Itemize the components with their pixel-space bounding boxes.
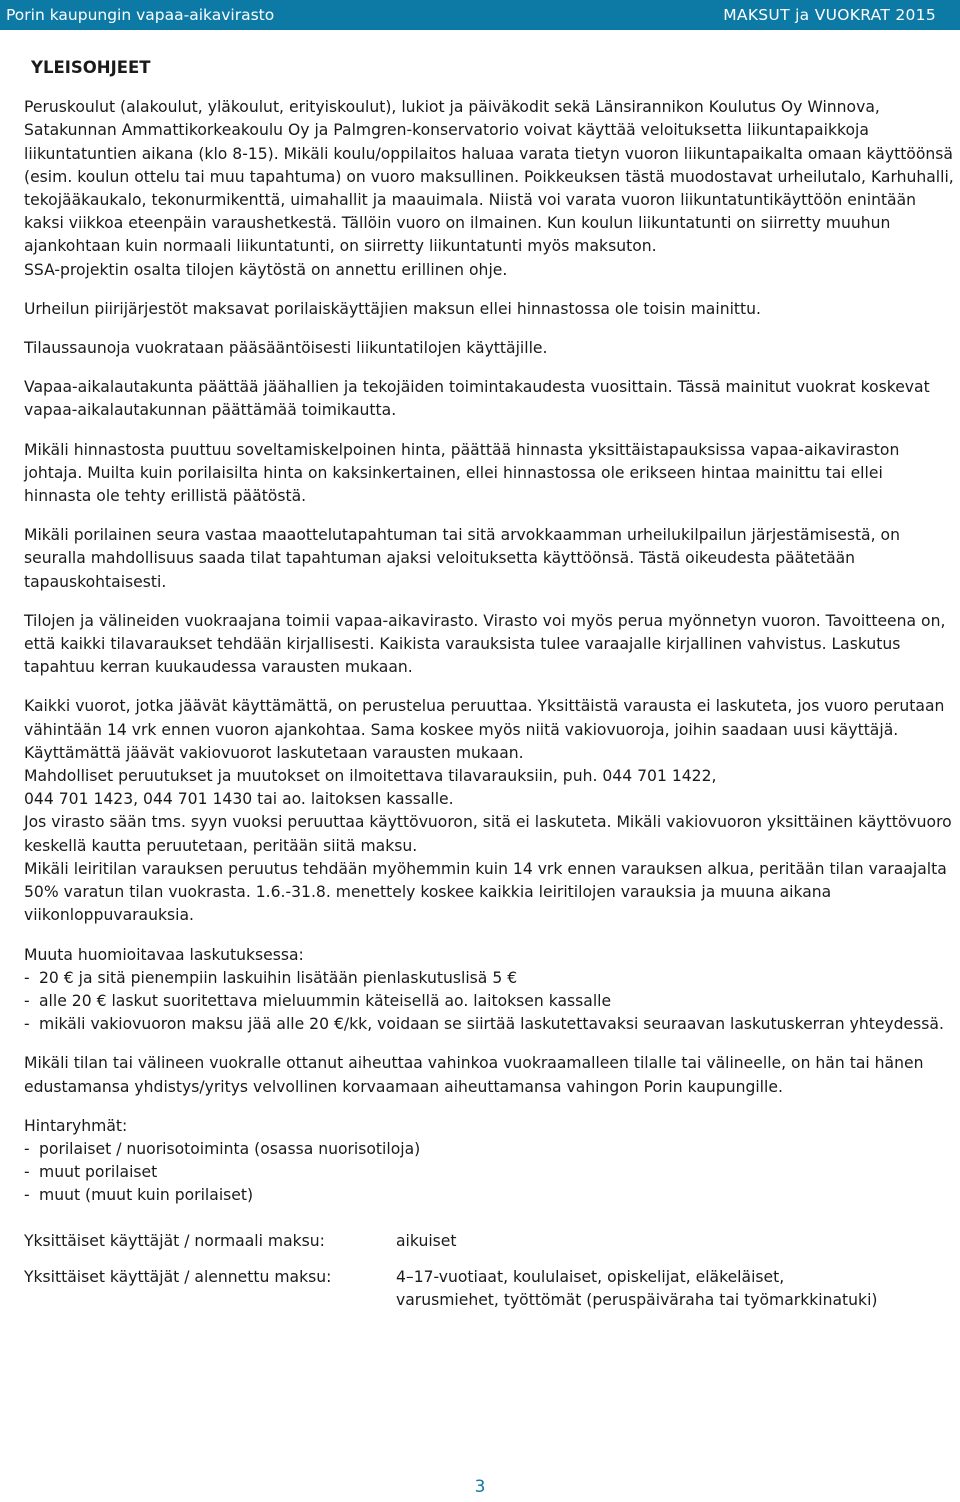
paragraph-associations: Urheilun piirijärjestöt maksavat porilaiskäyttäjien maksun ellei hinnastossa ole toisin mainittu.: [24, 299, 761, 318]
page-header: [0, 0, 960, 30]
paragraph-cancellations: Kaikki vuorot, jotka jäävät käyttämättä, on perustelua peruuttaa. Yksittäistä varausta ei laskuteta, jos vuoro perutaan vähintään 14 vrk ennen vuoron ajankohtaa. Sama koskee myös niitä vakiovuoroja, joihin saadaan uusi käyttäjä. Käyttämättä jäävät vakiovuorot laskutetaan varausten mukaan.: [24, 697, 945, 762]
paragraph-billing-title: Muuta huomioitavaa laskutuksessa:: [24, 945, 304, 964]
paragraph-camp: Mikäli leiritilan varauksen peruutus tehdään myöhemmin kuin 14 vrk ennen varauksen alkua, peritään tilan varaajalta 50% varatun tilan vuokrasta. 1.6.-31.8. menettely koskee kaikkia leiritilojen varauksia ja muuna aikana viikonloppuvarauksia.: [24, 859, 947, 925]
list-item: - porilaiset / nuorisotoiminta (osassa nuorisotiloja): [24, 1139, 421, 1158]
reduced-fee-row: [24, 1266, 954, 1312]
list-item: - muut porilaiset: [24, 1163, 158, 1182]
list-item: - 20 € ja sitä pienempiin laskuihin lisätään pienlaskutuslisä 5 €: [24, 968, 518, 987]
paragraph-price-groups-title: Hintaryhmät:: [24, 1116, 128, 1135]
header-organization: Porin kaupungin vapaa-aikavirasto: [6, 6, 275, 24]
reduced-fee-label: Yksittäiset käyttäjät / alennettu maksu:: [24, 1267, 332, 1286]
paragraph-saunas: Tilaussaunoja vuokrataan pääsääntöisesti liikuntatilojen käyttäjille.: [24, 339, 548, 358]
paragraph-contact: Mahdolliset peruutukset ja muutokset on ilmoitettava tilavarauksiin, puh. 044 701 1422,: [24, 767, 717, 786]
list-item: - alle 20 € laskut suoritettava mieluummin käteisellä ao. laitoksen kassalle: [24, 991, 612, 1010]
paragraph-missing-price: Mikäli hinnastosta puuttuu soveltamiskelpoinen hinta, päättää hinnasta yksittäistapauksissa vapaa-aikaviraston johtaja. Muilta kuin porilaisilta hinta on kaksinkertainen, ellei hinnastossa ole erikseen hintaa mainittu tai ellei hinnasta ole tehty erillistä päätöstä.: [24, 440, 900, 506]
paragraph-ice-season: Vapaa-aikalautakunta päättää jäähallien ja tekojäiden toimintakaudesta vuosittain. Tässä mainitut vuokrat koskevat vapaa-aikalautakunnan päättämää toimikautta.: [24, 378, 930, 420]
list-item: - mikäli vakiovuoron maksu jää alle 20 €/kk, voidaan se siirtää laskutettavaksi seuraavan laskutuskerran yhteydessä.: [24, 1015, 944, 1034]
paragraph-damages: Mikäli tilan tai välineen vuokralle ottanut aiheuttaa vahinkoa vuokraamalleen tilalle tai välineelle, on hän tai hänen edustamansa yhdistys/yritys velvollinen korvaamaan aiheuttamansa vahingon Porin kaupungille.: [24, 1054, 924, 1096]
list-item: - muut (muut kuin porilaiset): [24, 1186, 254, 1205]
paragraph-weather: Jos virasto sään tms. syyn vuoksi peruuttaa käyttövuoron, sitä ei laskuteta. Mikäli vakiovuoron yksittäinen käyttövuoro keskellä kautta peruutetaan, peritään siitä maksu.: [24, 813, 952, 855]
paragraph-phone: 044 701 1423, 044 701 1430 tai ao. laitoksen kassalle.: [24, 790, 454, 809]
normal-fee-value: aikuiset: [396, 1231, 457, 1250]
paragraph-ssa: SSA-projektin osalta tilojen käytöstä on annettu erillinen ohje.: [24, 260, 508, 279]
normal-fee-label: Yksittäiset käyttäjät / normaali maksu:: [24, 1231, 325, 1250]
paragraph-schools: Peruskoulut (alakoulut, yläkoulut, erityiskoulut), lukiot ja päiväkodit sekä Länsirannikon Koulutus Oy Winnova, Satakunnan Ammattikorkeakoulu Oy ja Palmgren-konservatorio voivat käyttää veloituksetta liikuntapaikkoja liikuntatuntien aikana (klo 8-15). Mikäli koulu/oppilaitos haluaa varata tietyn vuoron liikuntapaikalta omaan käyttöönsä (esim. koulun ottelu tai muu tapahtuma) on vuoro maksullinen. Poikkeuksen tästä muodostavat urheilutalo, Karhuhalli, tekojääkaukalo, tekonurmikenttä, uimahallit ja maauimala. Niistä voi varata vuoron liikuntatuntikäyttöön enintään kaksi viikkoa eteenpäin varaushetkestä. Tällöin vuoro on ilmainen. Kun koulun liikuntatunti on siirretty muuhun ajankohtaan kuin normaali liikuntatunti, on siirretty liikuntatunti myös maksuton.: [24, 98, 954, 256]
paragraph-rental: Tilojen ja välineiden vuokraajana toimii vapaa-aikavirasto. Virasto voi myös perua myönnetyn vuoron. Tavoitteena on, että kaikki tilavaraukset tehdään kirjallisesti. Kaikista varauksista tulee varaajalle kirjallinen vahvistus. Laskutus tapahtuu kerran kuukaudessa varausten mukaan.: [24, 611, 946, 677]
section-heading: YLEISOHJEET: [31, 58, 151, 77]
header-document-title: MAKSUT ja VUOKRAT 2015: [723, 6, 936, 24]
reduced-fee-value: 4–17-vuotiaat, koululaiset, opiskelijat, eläkeläiset, varusmiehet, työttömät (peruspäiväraha tai työmarkkinatuki): [396, 1267, 878, 1309]
document-body: [24, 56, 954, 1312]
normal-fee-row: [24, 1230, 954, 1253]
page-number: 3: [474, 1477, 486, 1497]
price-group-list: [24, 1138, 954, 1208]
billing-list: [24, 967, 954, 1037]
paragraph-events: Mikäli porilainen seura vastaa maaottelutapahtuman tai sitä arvokkaamman urheilukilpailun järjestämisestä, on seuralla mahdollisuus saada tilat tapahtuman ajaksi veloituksetta käyttöönsä. Tästä oikeudesta päätetään tapauskohtaisesti.: [24, 526, 900, 591]
